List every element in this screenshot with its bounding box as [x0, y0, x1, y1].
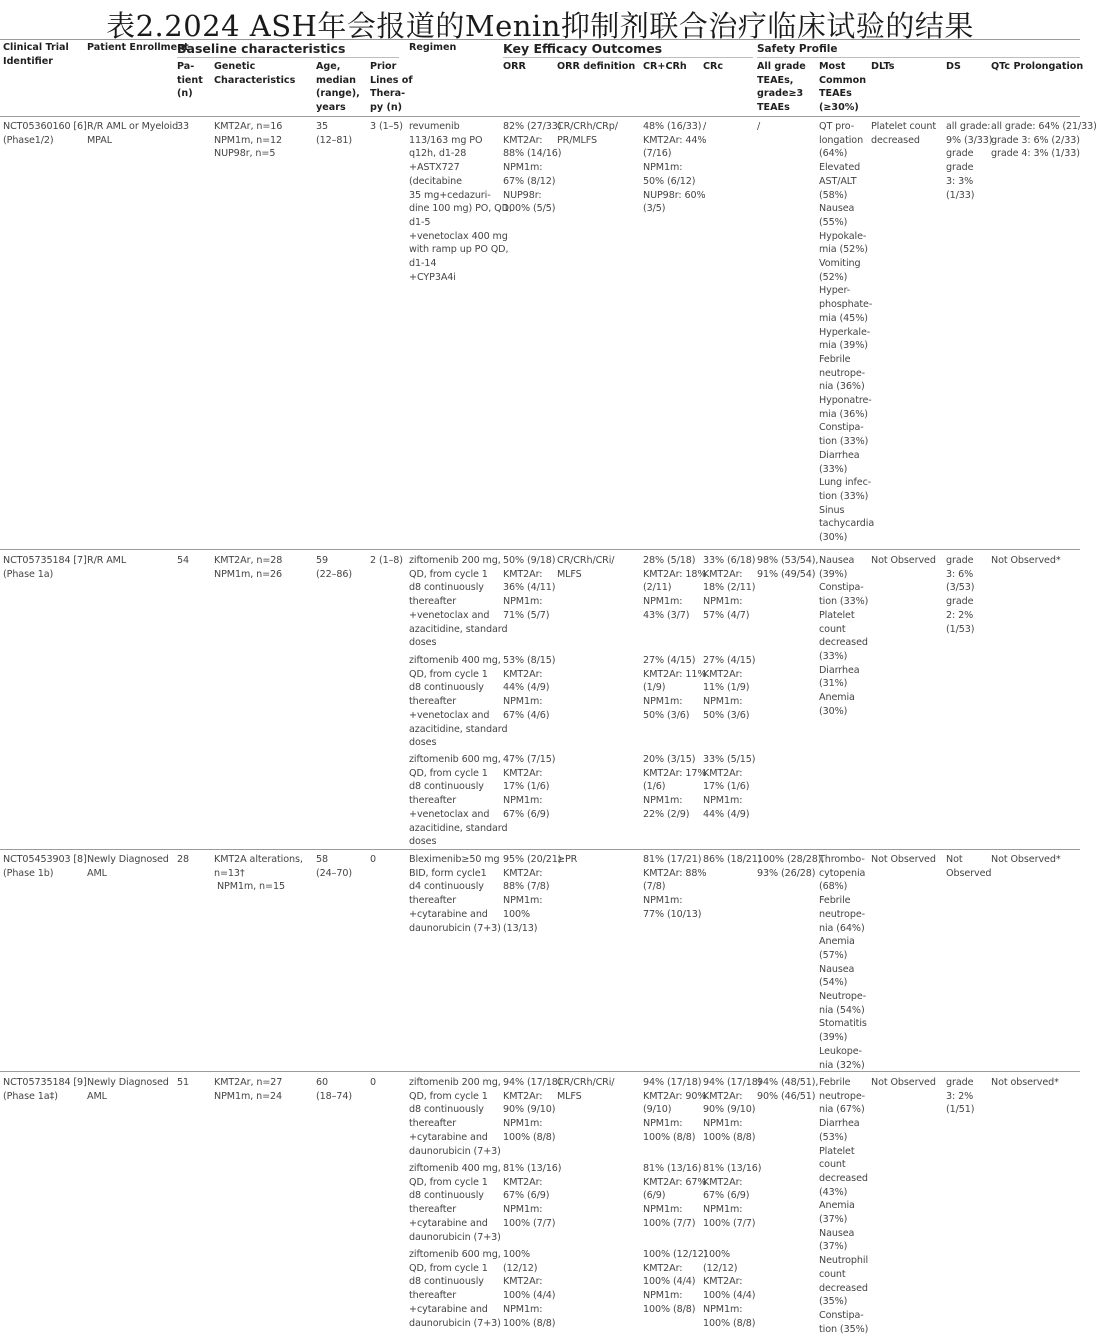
table-title: 表2.2024 ASH年会报道的Menin抑制剂联合治疗临床试验的结果	[106, 9, 974, 43]
row3-age: 58 (24–70)	[316, 854, 352, 879]
row1-all-teae: /	[757, 121, 761, 132]
header-ds: DS	[946, 61, 961, 72]
row1-trial: NCT05360160 [6] (Phase1/2)	[3, 121, 87, 146]
header-dlts: DLTs	[871, 61, 895, 72]
row2-trial: NCT05735184 [7] (Phase 1a)	[3, 555, 87, 580]
row4-arm2-crc: 81% (13/16) KMT2Ar: 67% (6/9) NPM1m: 100% (7/7)	[703, 1163, 762, 1229]
row1-arm1-crc: /	[703, 121, 707, 132]
header-trial-identifier: Clinical Trial Identifier	[3, 42, 69, 67]
row4-arm2-cr-crh: 81% (13/16) KMT2Ar: 67% (6/9) NPM1m: 100% (7/7)	[643, 1163, 707, 1229]
row2-arm1-crc: 33% (6/18) KMT2Ar: 18% (2/11) NPM1m: 57% (4/7)	[703, 555, 756, 621]
row2-arm2-orr: 53% (8/15) KMT2Ar: 44% (4/9) NPM1m: 67% (4/6)	[503, 655, 556, 721]
header-orr: ORR	[503, 61, 526, 72]
row4-arm1-orr: 94% (17/18) KMT2Ar: 90% (9/10) NPM1m: 100% (8/8)	[503, 1077, 562, 1143]
row4-dlt: Not Observed	[871, 1077, 936, 1088]
row2-arm2-regimen: ziftomenib 400 mg, QD, from cycle 1 d8 continuously thereafter +venetoclax and azacitidine, standard doses	[409, 655, 508, 749]
row3-arm1-orr: 95% (20/21) KMT2Ar: 88% (7/8) NPM1m: 100% (13/13)	[503, 854, 562, 934]
row2-bottom-rule	[0, 849, 1080, 850]
row3-arm1-orr-def: ≥PR	[557, 854, 578, 865]
row2-arm2-crc: 27% (4/15) KMT2Ar: 11% (1/9) NPM1m: 50% (3/6)	[703, 655, 756, 721]
row4-all-teae: 94% (48/51), 90% (46/51)	[757, 1077, 819, 1102]
header-qtc: QTc Prolongation	[991, 61, 1084, 72]
group-header-baseline: Baseline characteristics	[177, 41, 346, 56]
row3-prior: 0	[370, 854, 377, 865]
row3-arm1-cr-crh: 81% (17/21) KMT2Ar: 88% (7/8) NPM1m: 77% (10/13)	[643, 854, 707, 920]
row1-ds: all grade: 9% (3/33) grade grade 3: 3% (1/33)	[946, 121, 993, 201]
row1-qtc: all grade: 64% (21/33) grade 3: 6% (2/33) grade 4: 3% (1/33)	[991, 121, 1097, 160]
row2-prior: 2 (1–8)	[370, 555, 403, 566]
row1-age: 35 (12–81)	[316, 121, 352, 146]
row3-bottom-rule	[0, 1071, 1080, 1072]
row2-enrollment: R/R AML	[87, 555, 127, 566]
header-all-grade-teaes: All grade TEAEs, grade≥3 TEAEs	[757, 61, 806, 114]
row2-all-teae: 98% (53/54), 91% (49/54)	[757, 555, 819, 580]
row3-ds: Not Observed	[946, 854, 992, 879]
header-common-teaes: Most Common TEAEs (≥30%)	[819, 61, 867, 114]
row1-enrollment: R/R AML or Myeloid MPAL	[87, 121, 179, 146]
row4-genetic: KMT2Ar, n=27 NPM1m, n=24	[214, 1077, 283, 1102]
row3-arm1-crc: 86% (18/21)	[703, 854, 762, 865]
group-header-efficacy: Key Efficacy Outcomes	[503, 41, 663, 56]
row4-enrollment: Newly Diagnosed AML	[87, 1077, 169, 1102]
row3-common-teae: Thrombo- cytopenia (68%) Febrile neutrope- nia (64%) Anemia (57%) Nausea (54%) Neutrope- nia (54%) Stomatitis (39%) Leukope- nia (32%)	[819, 854, 867, 1071]
row2-dlt: Not Observed	[871, 555, 936, 566]
row2-arm3-regimen: ziftomenib 600 mg, QD, from cycle 1 d8 continuously thereafter +venetoclax and azacitidine, standard doses	[409, 754, 508, 848]
row2-arm3-orr: 47% (7/15) KMT2Ar: 17% (1/6) NPM1m: 67% (6/9)	[503, 754, 556, 820]
row4-arm3-regimen: ziftomenib 600 mg, QD, from cycle 1 d8 continuously thereafter +cytarabine and daunorubicin (7+3)	[409, 1249, 501, 1329]
header-orr-definition: ORR definition	[557, 61, 636, 72]
row4-prior: 0	[370, 1077, 377, 1088]
baseline-underline	[177, 57, 399, 58]
row1-arm1-orr: 82% (27/33) KMT2Ar: 88% (14/16) NPM1m: 67% (8/12) NUP98r: 100% (5/5)	[503, 121, 562, 215]
row1-arm1-cr-crh: 48% (16/33) KMT2Ar: 44% (7/16) NPM1m: 50% (6/12) NUP98r: 60% (3/5)	[643, 121, 707, 215]
row4-patients: 51	[177, 1077, 190, 1088]
row3-patients: 28	[177, 854, 190, 865]
row4-arm3-crc: 100% (12/12) KMT2Ar: 100% (4/4) NPM1m: 100% (8/8)	[703, 1249, 756, 1329]
row3-all-teae: 100% (28/28), 93% (26/28)	[757, 854, 825, 879]
row1-prior: 3 (1–5)	[370, 121, 403, 132]
header-patient-enrollment: Patient Enrollment	[87, 42, 189, 53]
row3-enrollment: Newly Diagnosed AML	[87, 854, 169, 879]
row4-arm3-cr-crh: 100% (12/12) KMT2Ar: 100% (4/4) NPM1m: 100% (8/8)	[643, 1249, 708, 1315]
row4-common-teae: Febrile neutrope- nia (67%) Diarrhea (53%) Platelet count decreased (43%) Anemia (37%) Nausea (37%) Neutrophil count decreased (35%) Constipa- tion (35%)	[819, 1077, 869, 1335]
row1-genetic: KMT2Ar, n=16 NPM1m, n=12 NUP98r, n=5	[214, 121, 283, 160]
row3-trial: NCT05453903 [8] (Phase 1b)	[3, 854, 87, 879]
row2-patients: 54	[177, 555, 190, 566]
row2-qtc: Not Observed*	[991, 555, 1061, 566]
row2-arm2-cr-crh: 27% (4/15) KMT2Ar: 11% (1/9) NPM1m: 50% (3/6)	[643, 655, 707, 721]
row1-arm1-regimen: revumenib 113/163 mg PO q12h, d1-28 +ASTX727 (decitabine 35 mg+cedazuri- dine 100 mg) PO, QD, d1-5 +venetoclax 400 mg with ramp up PO QD, d1-14 +CYP3A4i	[409, 121, 512, 283]
table-top-rule	[0, 39, 1080, 40]
header-patients-n: Pa- tient (n)	[177, 61, 203, 100]
efficacy-underline	[503, 57, 753, 58]
header-genetic: Genetic Characteristics	[214, 61, 296, 86]
row4-arm2-regimen: ziftomenib 400 mg, QD, from cycle 1 d8 continuously thereafter +cytarabine and daunorubicin (7+3)	[409, 1163, 501, 1243]
row3-qtc: Not Observed*	[991, 854, 1061, 865]
row4-arm3-orr: 100% (12/12) KMT2Ar: 100% (4/4) NPM1m: 100% (8/8)	[503, 1249, 556, 1329]
row2-arm1-orr-def: CR/CRh/CRi/ MLFS	[557, 555, 615, 580]
row2-genetic: KMT2Ar, n=28 NPM1m, n=26	[214, 555, 283, 580]
row3-dlt: Not Observed	[871, 854, 936, 865]
row3-arm1-regimen: Bleximenib≥50 mg BID, form cycle1 d4 continuously thereafter +cytarabine and daunorubicin (7+3)	[409, 854, 501, 934]
row4-age: 60 (18–74)	[316, 1077, 352, 1102]
row1-common-teae: QT pro- longation (64%) Elevated AST/ALT (58%) Nausea (55%) Hypokale- mia (52%) Vomiting (52%) Hyper- phosphate- mia (45%) Hyperkale- mia (39%) Febrile neutrope- nia (36%) Hyponatre- mia (36%) Constipa- tion (33%) Diarrhea (33%) Lung infec- tion (33%) Sinus tachycardia (30%)	[819, 121, 875, 544]
row2-arm3-crc: 33% (5/15) KMT2Ar: 17% (1/6) NPM1m: 44% (4/9)	[703, 754, 756, 820]
row1-patients: 33	[177, 121, 190, 132]
row4-arm1-orr-def: CR/CRh/CRi/ MLFS	[557, 1077, 615, 1102]
row1-dlt: Platelet count decreased	[871, 121, 937, 146]
header-regimen: Regimen	[409, 42, 457, 53]
row2-common-teae: Nausea (39%) Constipa- tion (33%) Platelet count decreased (33%) Diarrhea (31%) Anemia (30%)	[819, 555, 869, 717]
row2-arm3-cr-crh: 20% (3/15) KMT2Ar: 17% (1/6) NPM1m: 22% (2/9)	[643, 754, 707, 820]
row4-trial: NCT05735184 [9] (Phase 1a‡)	[3, 1077, 87, 1102]
header-crc: CRc	[703, 61, 724, 72]
row2-arm1-regimen: ziftomenib 200 mg, QD, from cycle 1 d8 continuously thereafter +venetoclax and azacitidine, standard doses	[409, 555, 508, 649]
row2-arm1-cr-crh: 28% (5/18) KMT2Ar: 18% (2/11) NPM1m: 43% (3/7)	[643, 555, 707, 621]
header-age: Age, median (range), years	[316, 61, 360, 114]
row1-bottom-rule	[0, 549, 1080, 550]
row4-arm1-crc: 94% (17/18) KMT2Ar: 90% (9/10) NPM1m: 100% (8/8)	[703, 1077, 762, 1143]
row4-arm2-orr: 81% (13/16) KMT2Ar: 67% (6/9) NPM1m: 100% (7/7)	[503, 1163, 562, 1229]
row3-genetic: KMT2A alterations, n=13† NPM1m, n=15	[214, 854, 303, 893]
row4-arm1-regimen: ziftomenib 200 mg, QD, from cycle 1 d8 continuously thereafter +cytarabine and daunorubicin (7+3)	[409, 1077, 501, 1157]
row4-ds: grade 3: 2% (1/51)	[946, 1077, 975, 1116]
row4-qtc: Not observed*	[991, 1077, 1059, 1088]
header-cr-crh: CR+CRh	[643, 61, 687, 72]
header-prior-lines: Prior Lines of Thera- py (n)	[370, 61, 413, 114]
group-header-safety: Safety Profile	[757, 43, 838, 55]
row2-ds: grade 3: 6% (3/53) grade 2: 2% (1/53)	[946, 555, 975, 635]
safety-underline	[757, 57, 1080, 58]
row4-arm1-cr-crh: 94% (17/18) KMT2Ar: 90% (9/10) NPM1m: 100% (8/8)	[643, 1077, 707, 1143]
row2-age: 59 (22–86)	[316, 555, 352, 580]
row2-arm1-orr: 50% (9/18) KMT2Ar: 36% (4/11) NPM1m: 71% (5/7)	[503, 555, 556, 621]
header-bottom-rule	[0, 116, 1080, 117]
row1-arm1-orr-def: CR/CRh/CRp/ PR/MLFS	[557, 121, 618, 146]
